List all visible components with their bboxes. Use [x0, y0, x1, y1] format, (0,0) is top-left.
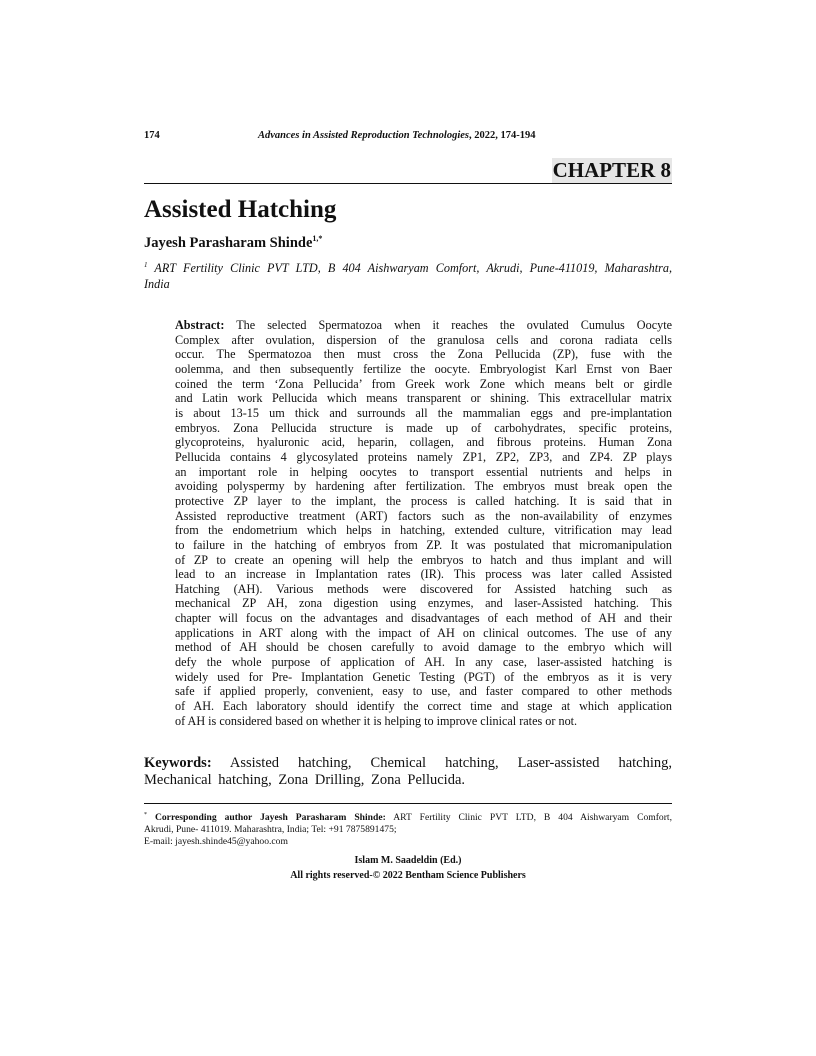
abstract-line-text: coined the term ‘Zona Pellucida’ from Greek work Zone which means belt or girdle: [175, 376, 672, 391]
abstract-line-text: mechanical ZP AH, zona digestion using enzymes, and laser-Assisted hatching. This: [175, 596, 672, 611]
abstract-line: [175, 450, 672, 465]
abstract-line: [175, 318, 672, 333]
footnote-line: Akrudi, Pune- 411019. Maharashtra, India; Tel: +91 7875891475;: [144, 824, 397, 836]
author-name: Jayesh Parasharam Shinde: [144, 234, 313, 251]
abstract-line-text: to failure in the hatching of embryos from ZP. It was postulated that micromanipulation: [175, 537, 672, 552]
journal-details: , 2022, 174-194: [469, 130, 536, 141]
abstract-line-text: method of AH should be chosen carefully to avoid damage to the embryo which will: [175, 640, 672, 655]
abstract-line-text: of ZP to create an opening will help the embryos to hatch and thus implant and will: [175, 552, 672, 567]
editor-credit: [144, 853, 672, 883]
chapter-label: CHAPTER 8: [552, 158, 671, 182]
abstract-line: [175, 465, 672, 480]
abstract-line-text: of AH. Each laboratory should identify the correct time and stage at which application: [175, 699, 672, 714]
running-header: [144, 130, 672, 141]
abstract-line-text: lead to an increase in Implantation rates (IR). This process was later called Assisted: [175, 567, 672, 582]
abstract: [175, 318, 672, 728]
abstract-line: [175, 538, 672, 553]
abstract-line: [175, 567, 672, 582]
abstract-line-text: widely used for Pre- Implantation Genetic Testing (PGT) of the embryos as it is very: [175, 669, 672, 684]
abstract-line-text: Assisted reproductive treatment (ART) factors such as the non-availability of enzymes: [175, 508, 672, 523]
abstract-line: [175, 391, 672, 406]
abstract-line-text: glycoproteins, hyaluronic acid, heparin, collagen, and fibrous proteins. Human Zona: [175, 435, 672, 450]
abstract-line: [175, 421, 672, 436]
abstract-line-text: an important role in helping oocytes to transport essential nutrients and helps in: [175, 464, 672, 479]
abstract-line: [175, 582, 672, 597]
abstract-line-text: Complex after ovulation, dispersion of the granulosa cells and corona radiata cells: [175, 332, 672, 347]
abstract-line-text: defy the whole purpose of application of AH. In any case, laser-assisted hatching is: [175, 655, 672, 670]
abstract-line-text: oolemma, and then subsequently fertilize the oocyte. Embryologist Karl Ernst von Baer: [175, 361, 672, 376]
affiliation-line: ART Fertility Clinic PVT LTD, B 404 Aishwaryam Comfort, Akrudi, Pune-411019, Maharashtra,: [147, 261, 672, 276]
abstract-line-text: embryos. Zona Pellucida structure is made up of carbohydrates, specific proteins,: [175, 420, 672, 435]
abstract-line-text: from the endometrium which helps in hatching, extended culture, vitrification may lead: [175, 523, 672, 538]
abstract-line-text: and Latin work Pellucida which means transparent or shining. This extracellular matrix: [175, 391, 672, 406]
abstract-line: [175, 699, 672, 714]
abstract-line: [175, 596, 672, 611]
affiliation: [144, 257, 672, 292]
header-divider: [144, 183, 672, 184]
abstract-line: [175, 494, 672, 509]
abstract-line-text: Hatching (AH). Various methods were discovered for Assisted hatching such as: [175, 581, 672, 596]
editor-name: Islam M. Saadeldin (Ed.): [354, 855, 462, 866]
abstract-line-text: chapter will focus on the advantages and disadvantages of each method of AH and their: [175, 611, 672, 626]
footnote-label: Corresponding author Jayesh Parasharam Shinde:: [147, 812, 386, 824]
abstract-line: [175, 626, 672, 641]
abstract-line: [175, 347, 672, 362]
abstract-line-text: applications in ART along with the impact of AH on clinical outcomes. The use of any: [175, 625, 672, 640]
abstract-line: [175, 435, 672, 450]
footnote-divider: [144, 803, 672, 804]
abstract-line: [175, 362, 672, 377]
abstract-line: [175, 655, 672, 670]
abstract-line: [175, 377, 672, 392]
abstract-line: [175, 670, 672, 685]
footnote: [144, 809, 672, 848]
author: [144, 234, 322, 252]
chapter-title: Assisted Hatching: [144, 196, 337, 223]
abstract-line: [175, 611, 672, 626]
abstract-line: [175, 553, 672, 568]
abstract-line: [175, 714, 672, 729]
abstract-line-text: occur. The Spermatozoa then must cross the Zona Pellucida (ZP), fuse with the: [175, 347, 672, 362]
keywords-label: Keywords:: [144, 755, 212, 771]
abstract-label: Abstract:: [175, 318, 225, 332]
abstract-line: [175, 333, 672, 348]
footnote-sup: *: [144, 812, 147, 818]
abstract-line: [175, 406, 672, 421]
abstract-line: [175, 479, 672, 494]
abstract-line: [175, 509, 672, 524]
page-number: 174: [144, 130, 160, 141]
journal-name: Advances in Assisted Reproduction Technologies: [258, 130, 469, 141]
author-sup: 1,*: [312, 234, 323, 243]
footnote-email: E-mail: jayesh.shinde45@yahoo.com: [144, 836, 288, 848]
abstract-line-text: of AH is considered based on whether it is helping to improve clinical rates or not.: [175, 713, 578, 728]
abstract-line: [175, 523, 672, 538]
abstract-line-text: Pellucida contains 4 glycosylated proteins namely ZP1, ZP2, ZP3, and ZP4. ZP plays: [175, 449, 672, 464]
keywords-line: Mechanical hatching, Zona Drilling, Zona Pellucida.: [144, 772, 466, 788]
keywords-line: Assisted hatching, Chemical hatching, Laser-assisted hatching,: [211, 755, 672, 771]
footnote-line: ART Fertility Clinic PVT LTD, B 404 Aishwaryam Comfort,: [385, 812, 672, 824]
affiliation-sup: 1: [144, 261, 148, 269]
copyright: All rights reserved-© 2022 Bentham Science Publishers: [290, 870, 526, 881]
abstract-line-text: protective ZP layer to the implant, the process is called hatching. It is said that in: [175, 493, 672, 508]
abstract-line: [175, 640, 672, 655]
abstract-line-text: is about 13-15 um thick and surrounds all the mammalian eggs and pre-implantation: [175, 405, 672, 420]
abstract-line-text: avoiding polyspermy by hardening after fertilization. The embryos must break open the: [175, 479, 672, 494]
abstract-line-text: The selected Spermatozoa when it reaches the ovulated Cumulus Oocyte: [224, 318, 672, 332]
journal-citation: [258, 130, 536, 141]
keywords: [144, 755, 672, 789]
abstract-line-text: safe if applied properly, convenient, easy to use, and faster compared to other methods: [175, 684, 672, 699]
affiliation-line: India: [144, 277, 170, 292]
abstract-line: [175, 684, 672, 699]
